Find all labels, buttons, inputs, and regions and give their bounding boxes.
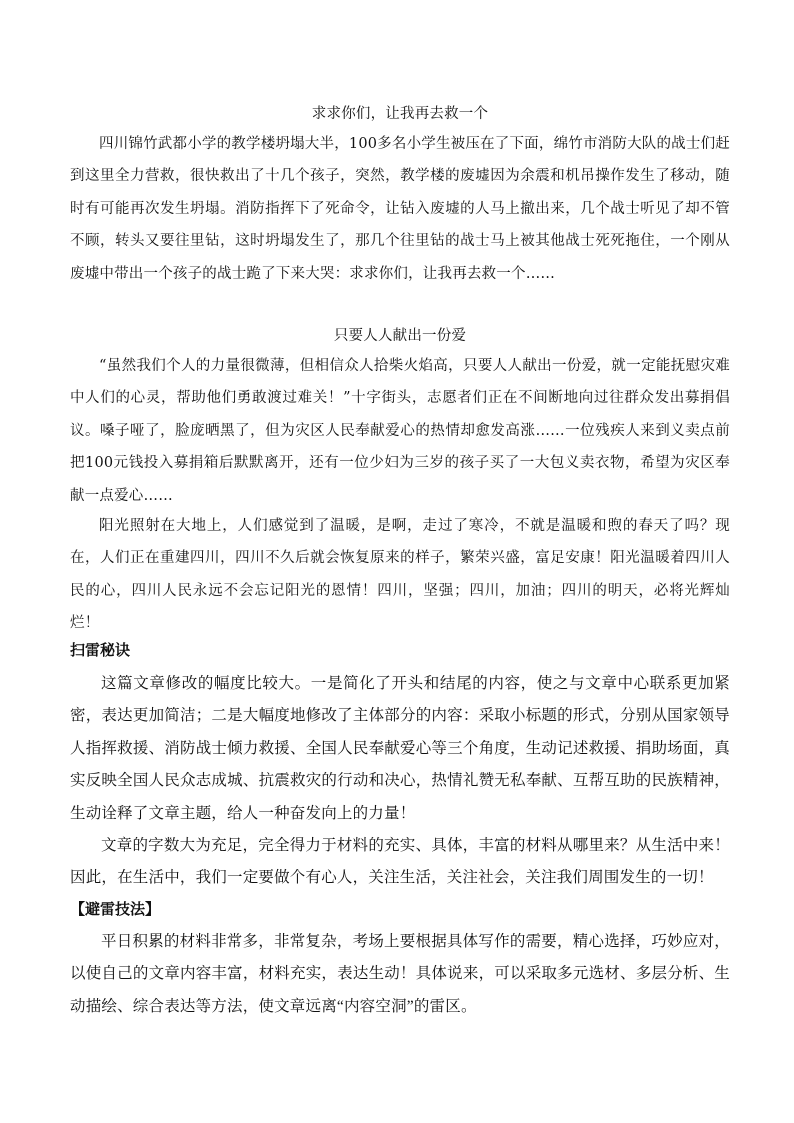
story2-title: 只要人人献出一份爱	[333, 328, 467, 344]
section-heading-tips: 扫雷秘诀	[70, 641, 131, 659]
section-heading-techniques: 【避雷技法】	[70, 900, 161, 918]
story2-body: “虽然我们个人的力量很微薄，但相信众人拾柴火焰高，只要人人献出一份爱，就一定能抚慰灾难中人们的心灵，帮助他们勇敢渡过难关！”十字街头，志愿者们正在不间断地向过往群众发出募捐倡议。嗓子哑了，脸庞晒黑了，但为灾区人民奉献爱心的热情却愈发高涨……一位残疾人来到义卖点前把100元钱投入募捐箱后默默离开，还有一位少妇为三岁的孩子买了一大包义卖衣物，希望为灾区奉献一点爱心……	[70, 358, 730, 504]
story1-title: 求求你们，让我再去救一个	[311, 106, 489, 122]
techniques-paragraph: 平日积累的材料非常多，非常复杂，考场上要根据具体写作的需要，精心选择，巧妙应对，以使自己的文章内容丰富，材料充实，表达生动！具体说来，可以采取多元选材、多层分析、生动描绘、综合表达等方法，使文章远离“内容空洞”的雷区。	[70, 933, 730, 1015]
ending-body: 阳光照射在大地上，人们感觉到了温暖，是啊，走过了寒冷，不就是温暖和煦的春天了吗？现在，人们正在重建四川，四川不久后就会恢复原来的样子，繁荣兴盛，富足安康！阳光温暖着四川人民的心，四川人民永远不会忘记阳光的恩情！四川，坚强；四川，加油；四川的明天，必将光辉灿烂！	[70, 518, 730, 632]
document-page	[70, 0, 730, 1123]
story1-body: 四川锦竹武都小学的教学楼坍塌大半，100多名小学生被压在了下面，绵竹市消防大队的战士们赶到这里全力营救，很快救出了十几个孩子，突然，教学楼的废墟因为余震和机吊操作发生了移动，随时有可能再次发生坍塌。消防指挥下了死命令，让钻入废墟的人马上撤出来，几个战士听见了却不管不顾，转头又要往里钻，这时坍塌发生了，那几个往里钻的战士马上被其他战士死死拖住，一个刚从废墟中带出一个孩子的战士跪了下来大哭：求求你们，让我再去救一个……	[70, 136, 730, 282]
tips-paragraph-2: 文章的字数大为充足，完全得力于材料的充实、具体，丰富的材料从哪里来？从生活中来！因此，在生活中，我们一定要做个有心人，关注生活，关注社会，关注我们周围发生的一切！	[70, 837, 730, 887]
tips-paragraph-1: 这篇文章修改的幅度比较大。一是简化了开头和结尾的内容，使之与文章中心联系更加紧密，表达更加简洁；二是大幅度地修改了主体部分的内容：采取小标题的形式，分别从国家领导人指挥救援、消防战士倾力救援、全国人民奉献爱心等三个角度，生动记述救援、捐助场面，真实反映全国人民众志成城、抗震救灾的行动和决心，热情礼赞无私奉献、互帮互助的民族精神，生动诠释了文章主题，给人一种奋发向上的力量！	[70, 675, 730, 822]
